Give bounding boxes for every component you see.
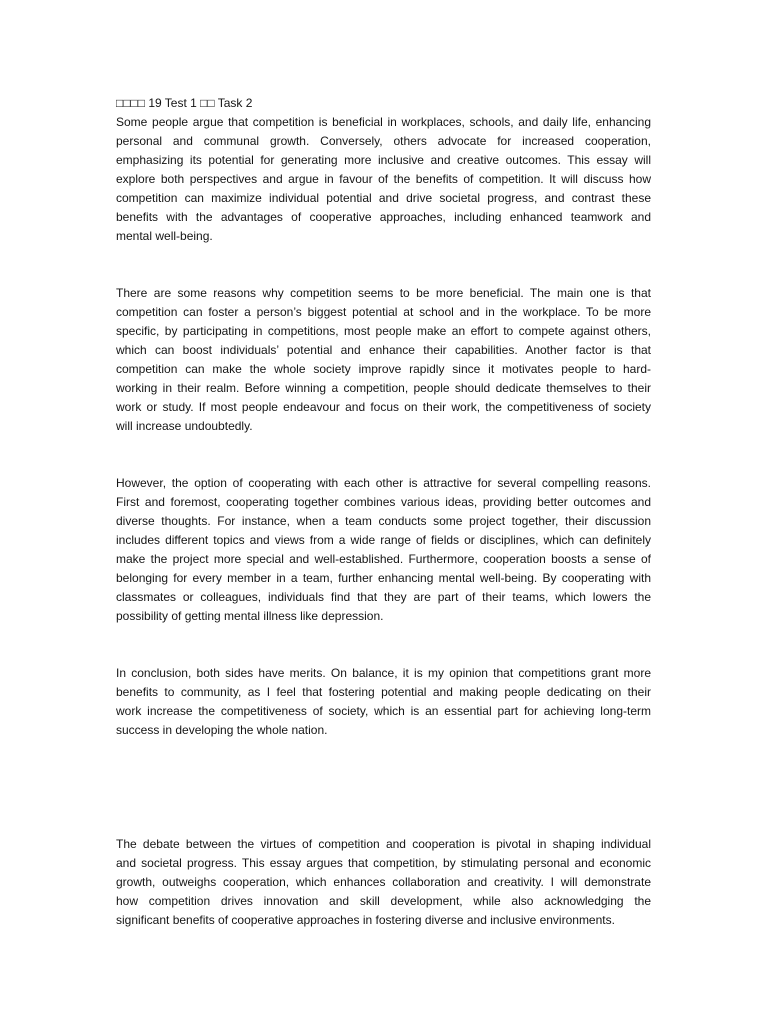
paragraph-body-cooperation <box>116 474 651 626</box>
text-line: competition can make the whole society improve rapidly since it motivates people to hard- <box>116 362 651 376</box>
paragraph-alternative-introduction <box>116 835 651 930</box>
text-line: competition can foster a person’s biggest potential at school and in the workplace. To be more <box>116 305 651 319</box>
text-line: There are some reasons why competition seems to be more beneficial. The main one is that <box>116 286 651 300</box>
text-line: In conclusion, both sides have merits. On balance, it is my opinion that competitions grant more <box>116 666 651 680</box>
text-line: personal and communal growth. Conversely, others advocate for increased cooperation, <box>116 134 651 148</box>
text-line: specific, by participating in competitions, most people make an effort to compete against others, <box>116 324 651 338</box>
paragraph-body-competition <box>116 284 651 436</box>
text-line: benefits to community, as I feel that fostering potential and making people dedicating on their <box>116 685 651 699</box>
text-line: mental well-being. <box>116 229 213 243</box>
text-line: belonging for every member in a team, further enhancing mental well-being. By cooperating with <box>116 571 651 585</box>
text-line: classmates or colleagues, individuals find that they are part of their teams, which lowers the <box>116 590 651 604</box>
text-line: explore both perspectives and argue in favour of the benefits of competition. It will discuss how <box>116 172 651 186</box>
text-line: The debate between the virtues of competition and cooperation is pivotal in shaping individual <box>116 837 651 851</box>
text-line: working in their realm. Before winning a competition, people should dedicate themselves to their <box>116 381 651 395</box>
text-line: significant benefits of cooperative approaches in fostering diverse and inclusive environments. <box>116 913 615 927</box>
text-line: work or study. If most people endeavour and focus on their work, the competitiveness of society <box>116 400 651 414</box>
text-line: will increase undoubtedly. <box>116 419 253 433</box>
text-line: growth, outweighs cooperation, which enhances collaboration and creativity. I will demonstrate <box>116 875 651 889</box>
text-line: However, the option of cooperating with each other is attractive for several compelling reasons. <box>116 476 651 490</box>
document-heading: □□□□ 19 Test 1 □□ Task 2 <box>116 96 253 110</box>
paragraph-conclusion <box>116 664 651 740</box>
text-line: First and foremost, cooperating together combines various ideas, providing better outcomes and <box>116 495 651 509</box>
text-line: how competition drives innovation and skill development, while also acknowledging the <box>116 894 651 908</box>
text-line: and societal progress. This essay argues that competition, by stimulating personal and economic <box>116 856 651 870</box>
text-line: which can boost individuals’ potential and enhance their capabilities. Another factor is that <box>116 343 651 357</box>
text-line: success in developing the whole nation. <box>116 723 328 737</box>
text-line: emphasizing its potential for generating more inclusive and creative outcomes. This essay will <box>116 153 651 167</box>
text-line: work increase the competitiveness of society, which is an essential part for achieving long-term <box>116 704 651 718</box>
text-line: possibility of getting mental illness like depression. <box>116 609 384 623</box>
text-line: competition can maximize individual potential and drive societal progress, and contrast these <box>116 191 651 205</box>
text-line: benefits with the advantages of cooperative approaches, including enhanced teamwork and <box>116 210 651 224</box>
document-body <box>116 94 651 930</box>
text-line: Some people argue that competition is beneficial in workplaces, schools, and daily life, enhancing <box>116 115 651 129</box>
text-line: diverse thoughts. For instance, when a team conducts some project together, their discussion <box>116 514 651 528</box>
text-line: includes different topics and views from a wide range of fields or disciplines, which can definitely <box>116 533 651 547</box>
paragraph-introduction <box>116 113 651 246</box>
text-line: make the project more special and well-established. Furthermore, cooperation boosts a sense of <box>116 552 651 566</box>
